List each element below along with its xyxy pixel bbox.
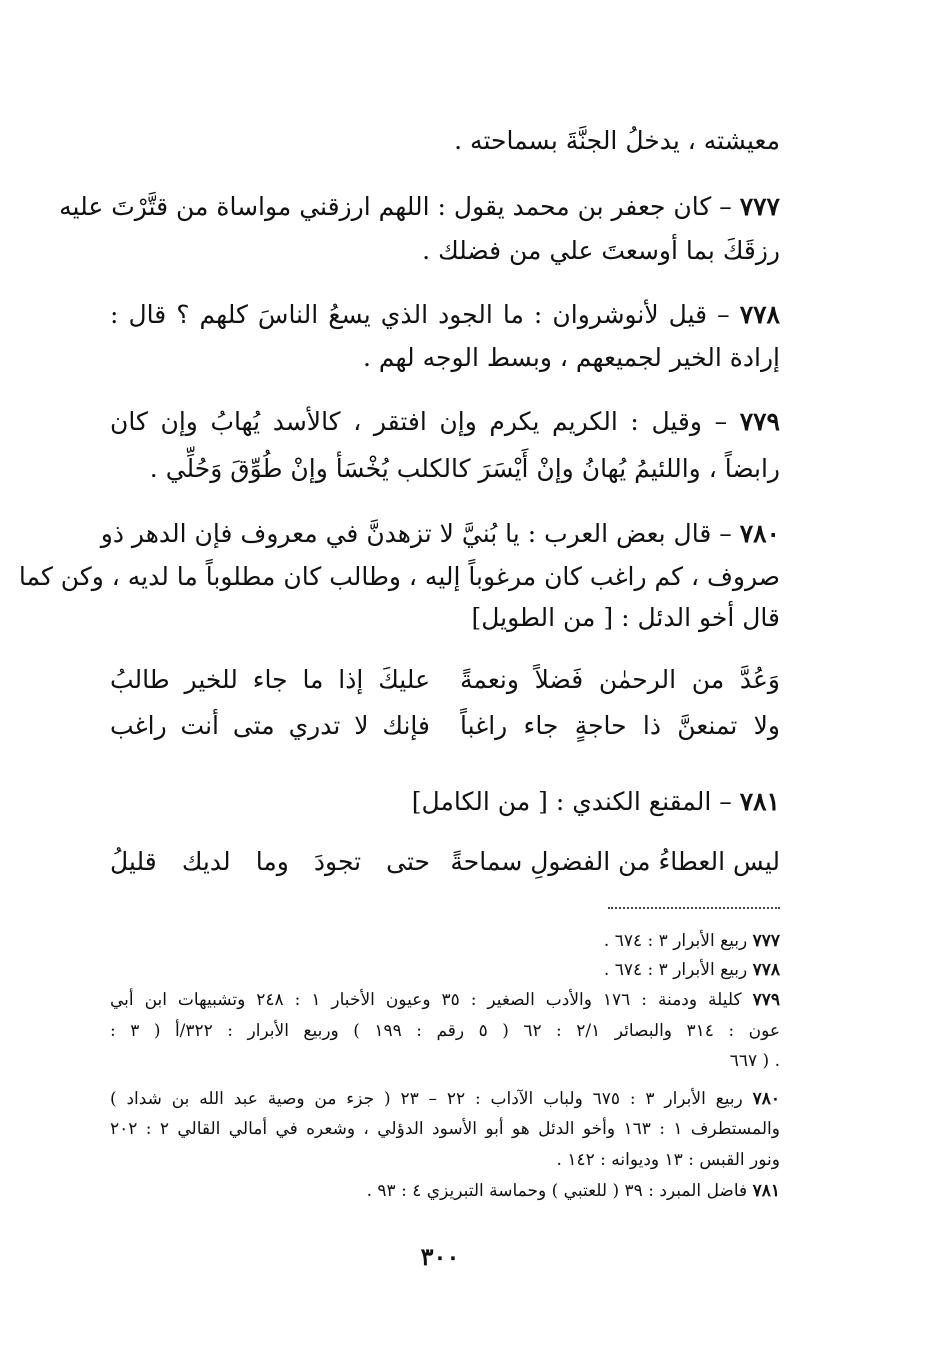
entry-number: ٧٨١ — [739, 787, 780, 816]
footnote-text: كليلة ودمنة : ١٧٦ والأدب الصغير : ٣٥ وعيون الأخبار ١ : ٢٤٨ وتشبيهات ابن أبي — [110, 990, 742, 1010]
entry-text: – كان جعفر بن محمد يقول : اللهم ارزقني مواساة من قتَّرْتَ عليه — [59, 192, 732, 221]
footnote-number: ٧٧٨ — [752, 960, 780, 980]
verse-hemistich-second: عليكَ إذا ما جاء للخير طالبُ — [110, 665, 430, 694]
footnote-number: ٧٨٠ — [752, 1089, 780, 1109]
text-line-778 — [110, 298, 780, 332]
footnote-text: فاضل المبرد : ٣٩ ( للعتبي ) وحماسة التبريزي ٤ : ٩٣ . — [366, 1181, 748, 1201]
verse-hemistich-first: ولا تمنعنَّ ذا حاجةٍ جاء راغباً — [460, 711, 780, 740]
verse-hemistich-first: وَعُدَّ من الرحمٰن فَضلاً ونعمةً — [460, 665, 780, 694]
footnote-781 — [110, 1179, 780, 1203]
page-number: ٣٠٠ — [420, 1242, 460, 1271]
verse-hemistich-first: ليس العطاءُ من الفضولِ سماحةً — [450, 847, 780, 876]
text-line-779 — [110, 405, 780, 439]
text-line-781 — [110, 785, 780, 819]
footnote-778 — [110, 958, 780, 982]
text-line: إرادة الخير لجميعهم ، وبسط الوجه لهم . — [362, 343, 780, 372]
entry-text: – المقنع الكندي : [ من الكامل] — [411, 787, 732, 816]
footnote-text: ربيع الأبرار ٣ : ٦٧٤ . — [603, 931, 748, 951]
verse-hemistich-second: حتى تجودَ وما لديك قليلُ — [110, 847, 430, 876]
entry-number: ٧٧٩ — [739, 407, 780, 436]
footnote-text-line: عون : ٣١٤ والبصائر ٢/١ : ٦٢ ( ٥ رقم : ١٩٩ ) وربيع الأبرار : ٣٢٢/أ ( ٣ : — [110, 1021, 780, 1041]
footnote-text: ربيع الأبرار ٣ : ٦٧٤ . — [603, 960, 748, 980]
footnote-780 — [110, 1087, 780, 1111]
text-line-780 — [100, 517, 780, 551]
entry-text: – وقيل : الكريم يكرم وإن افتقر ، كالأسد يُهابُ وإن كان — [110, 407, 728, 436]
verse-line — [110, 842, 780, 882]
text-line: رزقَكَ بما أوسعتَ علي من فضلك . — [422, 236, 780, 265]
entry-text: – قال بعض العرب : يا بُنيَّ لا تزهدنَّ في معروف فإن الدهر ذو — [100, 519, 732, 548]
text-line: معيشته ، يدخلُ الجنَّةَ بسماحته . — [454, 126, 780, 155]
entry-number: ٧٧٧ — [739, 192, 780, 221]
footnote-text: ربيع الأبرار ٣ : ٦٧٥ ولباب الآداب : ٢٢ – ٢٣ ( جزء من وصية عبد الله بن شداد ) — [110, 1089, 743, 1109]
footnote-text-line: ونور القبس : ١٣ وديوانه : ١٤٢ . — [556, 1150, 780, 1170]
text-line: صروف ، كم راغب كان مرغوباً إليه ، وطالب كان مطلوباً ما لديه ، وكن كما — [18, 562, 780, 591]
entry-number: ٧٧٨ — [739, 300, 780, 329]
entry-text: – قيل لأنوشروان : ما الجود الذي يسعُ الناسَ كلهم ؟ قال : — [110, 300, 730, 329]
footnote-text-line: ٦٦٧ ) . — [729, 1051, 780, 1071]
text-line-777 — [59, 190, 780, 224]
footnote-number: ٧٧٧ — [752, 931, 780, 951]
footnote-number: ٧٧٩ — [752, 990, 780, 1010]
verse-line — [110, 706, 780, 746]
verse-line — [110, 660, 780, 700]
footnote-779 — [110, 988, 780, 1012]
footnote-text-line: والمستطرف ١ : ١٦٣ وأخو الدئل هو أبو الأسود الدؤلي ، وشعره في أمالي القالي ٢ : ٢٠٢ — [110, 1119, 780, 1139]
entry-number: ٧٨٠ — [739, 519, 780, 548]
footnote-number: ٧٨١ — [752, 1181, 780, 1201]
footnote-separator — [608, 907, 780, 909]
footnote-777 — [110, 929, 780, 953]
text-line: رابضاً ، واللئيمُ يُهانُ وإنْ أَيْسَرَ كالكلب يُخْسَأ وإنْ طُوِّقَ وَحُلِّي . — [149, 454, 780, 483]
verse-hemistich-second: فإنك لا تدري متى أنت راغب — [110, 711, 430, 740]
text-line: قال أخو الدئل : [ من الطويل] — [471, 603, 780, 632]
